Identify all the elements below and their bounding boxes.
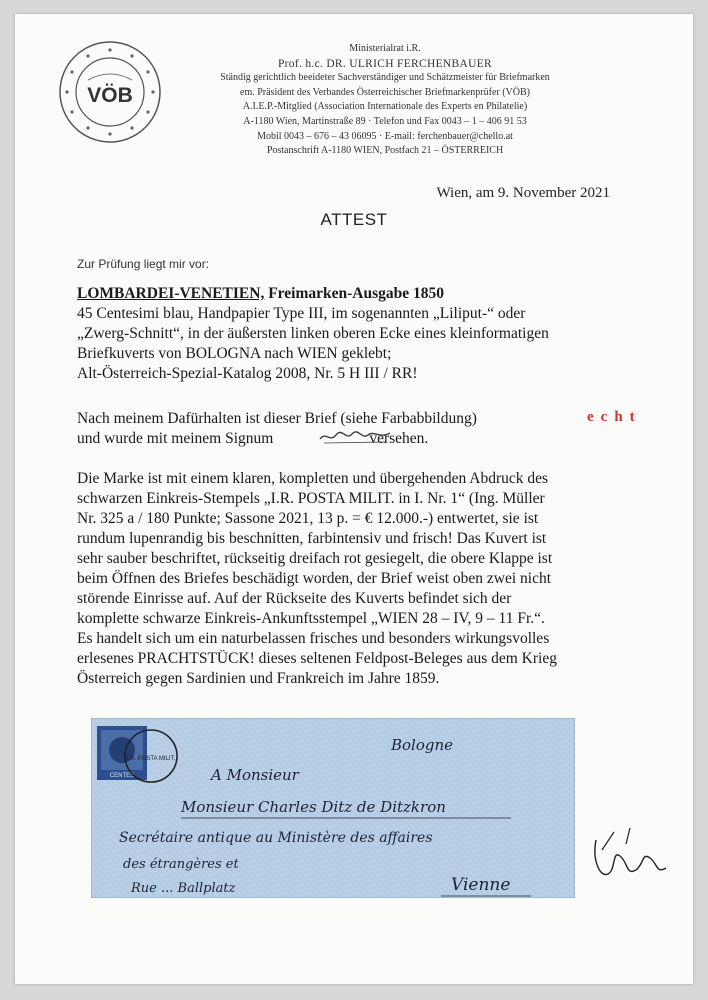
letterhead-line: A-1180 Wien, Martinstraße 89 · Telefon und Fax 0043 – 1 – 406 91 53	[243, 115, 527, 127]
genuine-verdict: echt	[587, 409, 642, 425]
envelope-line: Rue ... Ballplatz	[131, 881, 236, 896]
letterhead	[180, 42, 590, 159]
postage-stamp	[97, 726, 147, 780]
envelope-line: des étrangères et	[123, 857, 239, 872]
detail-line: Österreich gegen Sardinien und Frankreich im Jahre 1859.	[77, 670, 440, 687]
signum-icon	[316, 425, 396, 447]
item-description	[77, 284, 649, 384]
voeb-seal-icon	[58, 40, 162, 144]
detail-line: beim Öffnen des Briefes beschädigt worden, der Brief weist oben zwei nicht	[77, 570, 552, 587]
detail-description	[77, 469, 649, 689]
envelope-line: Secrétaire antique au Ministère des affaires	[119, 830, 433, 846]
detail-line: Nr. 325 a / 180 Punkte; Sassone 2021, 13 p. = € 12.000.-) entwertet, sie ist	[77, 510, 539, 527]
envelope-line: Monsieur Charles Ditz de Ditzkron	[181, 798, 446, 816]
letterhead-line: Ständig gerichtlich beeideter Sachverständiger und Schätzmeister für Briefmarken	[220, 72, 550, 84]
envelope-line: A Monsieur	[211, 766, 299, 784]
item-line: Briefkuverts von BOLOGNA nach WIEN geklebt;	[77, 345, 392, 362]
document-title: ATTEST	[320, 210, 388, 229]
detail-line: komplette schwarze Einkreis-Ankunftsstempel „WIEN 28 – IV, 9 – 11 Fr.“.	[77, 610, 545, 627]
seal-text: VÖB	[87, 84, 133, 107]
date-line: Wien, am 9. November 2021	[436, 185, 610, 201]
envelope-line: Bologne	[391, 736, 454, 754]
detail-line: Die Marke ist mit einem klaren, kompletten und übergehenden Abdruck des	[77, 470, 549, 487]
expert-signature-icon	[586, 820, 676, 890]
detail-line: erlesenes PRACHTSTÜCK! dieses seltenen Feldpost-Beleges aus dem Krieg	[77, 650, 557, 667]
item-line: „Zwerg-Schnitt“, in der äußersten linken oberen Ecke eines kleinformatigen	[77, 325, 549, 342]
letterhead-line: Postanschrift A-1180 WIEN, Postfach 21 – ÖSTERREICH	[266, 145, 504, 157]
item-lead-rest: Freimarken-Ausgabe 1850	[268, 285, 445, 302]
letterhead-line: Ministerialrat i.R.	[349, 43, 421, 54]
letterhead-line: em. Präsident des Verbandes Österreichischer Briefmarkenprüfer (VÖB)	[240, 86, 530, 98]
detail-line: schwarzen Einkreis-Stempels „I.R. POSTA MILIT. in I. Nr. 1“ (Ing. Müller	[77, 490, 545, 507]
letterhead-line: Mobil 0043 – 676 – 43 06095 · E-mail: ferchenbauer@chello.at	[257, 130, 513, 142]
postmark-text: I.R. POSTA MILIT.	[126, 756, 176, 762]
detail-line: Es handelt sich um ein naturbelassen frisches und besonders wirkungsvolles	[77, 630, 550, 647]
intro-text: Zur Prüfung liegt mir vor:	[77, 257, 210, 271]
item-line: Alt-Österreich-Spezial-Katalog 2008, Nr. 5 H III / RR!	[77, 365, 418, 382]
letterhead-line: A.I.E.P.-Mitglied (Association Internationale des Experts en Philatelie)	[242, 101, 528, 113]
item-heading	[77, 284, 649, 304]
envelope-line: Vienne	[451, 875, 511, 895]
detail-line: störende Einrisse auf. Auf der Rückseite des Kuverts befindet sich der	[77, 590, 512, 607]
opinion-line: Nach meinem Dafürhalten ist dieser Brief (siehe Farbabbildung)	[77, 410, 477, 427]
detail-line: rundum lupenrandig bis beschnitten, farbintensiv und frisch! Das Kuvert ist	[77, 530, 547, 547]
letterhead-name: Prof. h.c. DR. ULRICH FERCHENBAUER	[277, 57, 492, 70]
detail-line: sehr sauber beschriftet, rückseitig dreifach rot gesiegelt, die obere Klappe ist	[77, 550, 553, 567]
opinion-text: versehen.	[369, 430, 429, 447]
item-lead: LOMBARDEI-VENETIEN,	[77, 285, 265, 302]
stamp-text: CENTES	[109, 773, 135, 779]
item-line: 45 Centesimi blau, Handpapier Type III, im sogenannten „Liliput-“ oder	[77, 305, 526, 322]
envelope-photo	[91, 718, 575, 898]
opinion-text: und wurde mit meinem Signum	[77, 430, 274, 447]
